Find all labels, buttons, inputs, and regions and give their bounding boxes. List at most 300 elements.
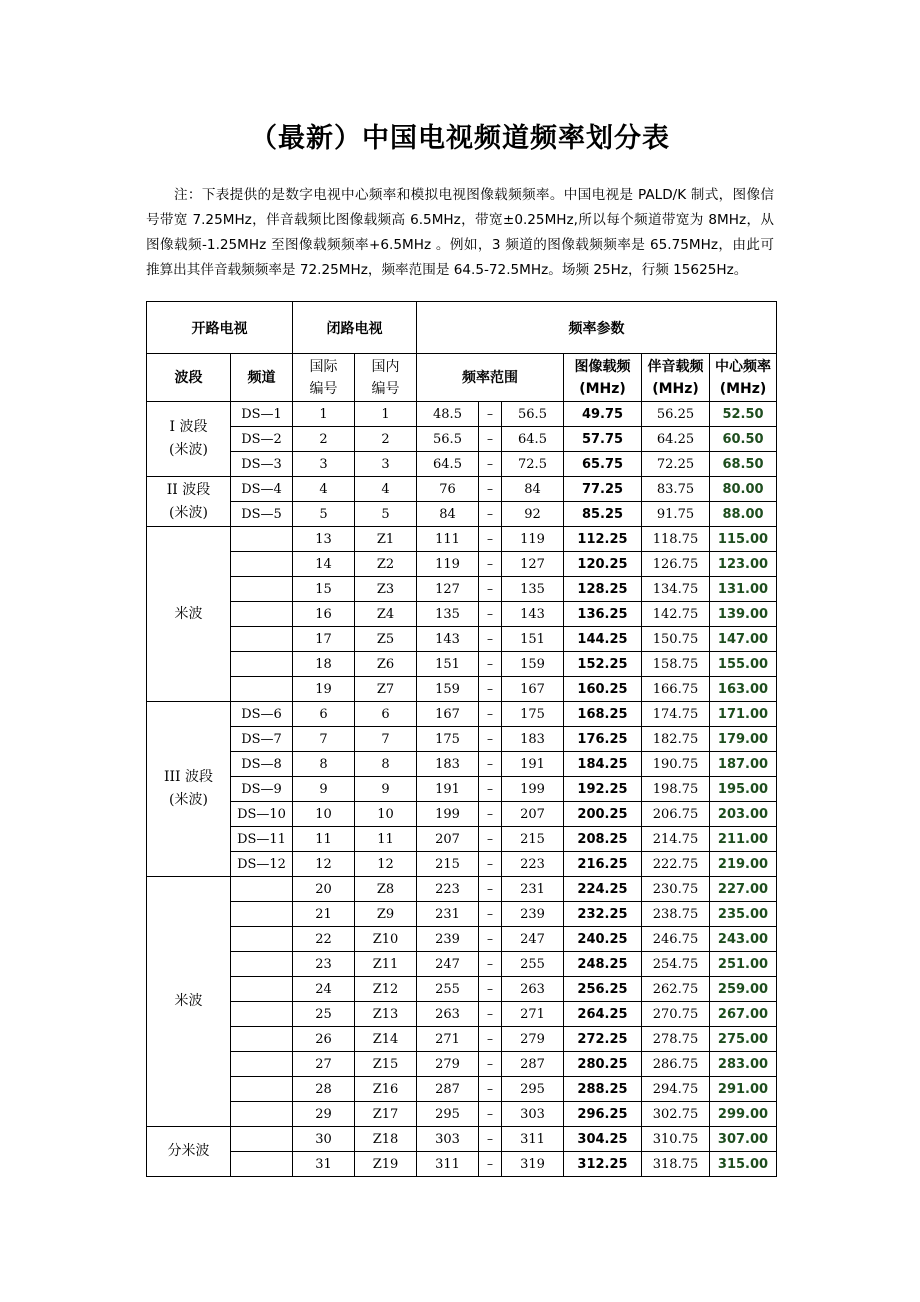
cell-snd: 254.75 [642, 952, 710, 977]
cell-snd: 302.75 [642, 1102, 710, 1127]
cell-dom: Z11 [355, 952, 417, 977]
cell-ctr: 203.00 [710, 802, 777, 827]
cell-img: 112.25 [564, 527, 642, 552]
cell-lo: 311 [417, 1152, 479, 1177]
cell-lo: 191 [417, 777, 479, 802]
table-row [147, 552, 777, 577]
cell-ch [231, 902, 293, 927]
cell-ch [231, 1152, 293, 1177]
cell-lo: 64.5 [417, 452, 479, 477]
band-cell [147, 1127, 231, 1177]
cell-hi: 135 [502, 577, 564, 602]
cell-ch [231, 652, 293, 677]
cell-ctr: 187.00 [710, 752, 777, 777]
table-row [147, 1127, 777, 1152]
cell-hi: 263 [502, 977, 564, 1002]
cell-hi: 271 [502, 1002, 564, 1027]
table-row [147, 1027, 777, 1052]
header-domestic-number [355, 354, 417, 402]
cell-dom: 6 [355, 702, 417, 727]
table-row [147, 527, 777, 552]
cell-hi: 159 [502, 652, 564, 677]
band-label: 米波 [174, 605, 203, 622]
cell-ctr: 219.00 [710, 852, 777, 877]
cell-ch: DS—7 [231, 727, 293, 752]
cell-snd: 278.75 [642, 1027, 710, 1052]
cell-img: 248.25 [564, 952, 642, 977]
cell-img: 312.25 [564, 1152, 642, 1177]
cell-snd: 294.75 [642, 1077, 710, 1102]
cell-ctr: 131.00 [710, 577, 777, 602]
header-channel: 频道 [231, 354, 293, 402]
cell-lo: 76 [417, 477, 479, 502]
cell-dom: 7 [355, 727, 417, 752]
band-label: 米波 [174, 993, 203, 1009]
page-title: （最新）中国电视频道频率划分表 [250, 123, 670, 154]
cell-lo: 199 [417, 802, 479, 827]
cell-ctr: 267.00 [710, 1002, 777, 1027]
cell-img: 232.25 [564, 902, 642, 927]
cell-snd: 214.75 [642, 827, 710, 852]
cell-img: 85.25 [564, 502, 642, 527]
cell-ch: DS—1 [231, 402, 293, 427]
cell-dom: Z14 [355, 1027, 417, 1052]
cell-hi: 239 [502, 902, 564, 927]
cell-lo: 287 [417, 1077, 479, 1102]
cell-sep: – [479, 602, 502, 627]
cell-img: 216.25 [564, 852, 642, 877]
header-image-line2: (MHz) [579, 380, 626, 397]
table-row [147, 702, 777, 727]
cell-hi: 255 [502, 952, 564, 977]
cell-img: 160.25 [564, 677, 642, 702]
cell-snd: 246.75 [642, 927, 710, 952]
cell-ctr: 123.00 [710, 552, 777, 577]
cell-img: 288.25 [564, 1077, 642, 1102]
table-row [147, 677, 777, 702]
cell-sep: – [479, 1077, 502, 1102]
cell-ch [231, 677, 293, 702]
table-row [147, 402, 777, 427]
cell-lo: 48.5 [417, 402, 479, 427]
cell-ctr: 299.00 [710, 1102, 777, 1127]
cell-ch: DS—12 [231, 852, 293, 877]
cell-img: 128.25 [564, 577, 642, 602]
band-label: 分米波 [167, 1143, 210, 1159]
cell-dom: 11 [355, 827, 417, 852]
header-image-line1: 图像载频 [574, 358, 631, 375]
band-cell [147, 527, 231, 702]
cell-lo: 135 [417, 602, 479, 627]
cell-hi: 92 [502, 502, 564, 527]
cell-ctr: 60.50 [710, 427, 777, 452]
cell-ch [231, 527, 293, 552]
cell-intl: 6 [293, 702, 355, 727]
cell-intl: 21 [293, 902, 355, 927]
cell-img: 208.25 [564, 827, 642, 852]
cell-img: 152.25 [564, 652, 642, 677]
cell-sep: – [479, 1127, 502, 1152]
cell-ctr: 251.00 [710, 952, 777, 977]
cell-lo: 167 [417, 702, 479, 727]
table-row [147, 802, 777, 827]
header-freq-params: 频率参数 [417, 302, 777, 354]
cell-dom: 9 [355, 777, 417, 802]
cell-snd: 91.75 [642, 502, 710, 527]
cell-snd: 142.75 [642, 602, 710, 627]
cell-sep: – [479, 1152, 502, 1177]
cell-intl: 10 [293, 802, 355, 827]
header-center-line2: (MHz) [719, 380, 767, 397]
cell-lo: 207 [417, 827, 479, 852]
cell-ctr: 235.00 [710, 902, 777, 927]
cell-snd: 182.75 [642, 727, 710, 752]
cell-hi: 191 [502, 752, 564, 777]
table-row [147, 827, 777, 852]
cell-hi: 223 [502, 852, 564, 877]
table-row [147, 1052, 777, 1077]
cell-sep: – [479, 877, 502, 902]
cell-snd: 83.75 [642, 477, 710, 502]
cell-lo: 279 [417, 1052, 479, 1077]
cell-snd: 206.75 [642, 802, 710, 827]
cell-sep: – [479, 1052, 502, 1077]
cell-dom: 8 [355, 752, 417, 777]
cell-lo: 183 [417, 752, 479, 777]
cell-snd: 318.75 [642, 1152, 710, 1177]
cell-intl: 18 [293, 652, 355, 677]
band-sublabel: (米波) [169, 504, 208, 521]
cell-intl: 29 [293, 1102, 355, 1127]
cell-intl: 9 [293, 777, 355, 802]
cell-intl: 23 [293, 952, 355, 977]
cell-hi: 287 [502, 1052, 564, 1077]
cell-hi: 119 [502, 527, 564, 552]
cell-dom: Z2 [355, 552, 417, 577]
cell-lo: 223 [417, 877, 479, 902]
cell-dom: Z12 [355, 977, 417, 1002]
cell-ctr: 163.00 [710, 677, 777, 702]
cell-ch: DS—6 [231, 702, 293, 727]
table-row [147, 777, 777, 802]
cell-sep: – [479, 977, 502, 1002]
cell-hi: 231 [502, 877, 564, 902]
cell-ctr: 139.00 [710, 602, 777, 627]
cell-sep: – [479, 1002, 502, 1027]
header-row-top [147, 302, 777, 354]
header-intl-line2: 编号 [309, 380, 338, 397]
cell-intl: 12 [293, 852, 355, 877]
cell-img: 176.25 [564, 727, 642, 752]
cell-sep: – [479, 477, 502, 502]
cell-snd: 230.75 [642, 877, 710, 902]
cell-img: 168.25 [564, 702, 642, 727]
cell-ch [231, 1002, 293, 1027]
table-row [147, 602, 777, 627]
cell-img: 136.25 [564, 602, 642, 627]
cell-ch: DS—5 [231, 502, 293, 527]
table-body [147, 402, 777, 1177]
header-dom-line2: 编号 [371, 380, 400, 397]
band-label: III 波段 [163, 769, 214, 785]
band-cell [147, 477, 231, 527]
cell-sep: – [479, 577, 502, 602]
cell-intl: 26 [293, 1027, 355, 1052]
table-row [147, 1102, 777, 1127]
cell-ctr: 68.50 [710, 452, 777, 477]
cell-dom: Z13 [355, 1002, 417, 1027]
cell-img: 304.25 [564, 1127, 642, 1152]
cell-sep: – [479, 452, 502, 477]
cell-lo: 84 [417, 502, 479, 527]
cell-img: 200.25 [564, 802, 642, 827]
cell-hi: 56.5 [502, 402, 564, 427]
cell-hi: 151 [502, 627, 564, 652]
cell-intl: 31 [293, 1152, 355, 1177]
cell-hi: 72.5 [502, 452, 564, 477]
cell-ch [231, 977, 293, 1002]
cell-ctr: 52.50 [710, 402, 777, 427]
cell-intl: 5 [293, 502, 355, 527]
cell-ch [231, 627, 293, 652]
cell-sep: – [479, 852, 502, 877]
intro-note [146, 183, 774, 283]
cell-snd: 310.75 [642, 1127, 710, 1152]
band-label: I 波段 [169, 419, 208, 435]
table-row [147, 1152, 777, 1177]
band-label: II 波段 [166, 481, 211, 498]
table-row [147, 927, 777, 952]
cell-intl: 3 [293, 452, 355, 477]
cell-lo: 255 [417, 977, 479, 1002]
cell-lo: 239 [417, 927, 479, 952]
cell-lo: 56.5 [417, 427, 479, 452]
cell-hi: 64.5 [502, 427, 564, 452]
cell-ctr: 147.00 [710, 627, 777, 652]
cell-snd: 222.75 [642, 852, 710, 877]
table-row [147, 577, 777, 602]
header-center-freq [710, 354, 777, 402]
cell-img: 240.25 [564, 927, 642, 952]
table-row [147, 902, 777, 927]
cell-sep: – [479, 727, 502, 752]
cell-ch [231, 877, 293, 902]
cell-ctr: 243.00 [710, 927, 777, 952]
cell-hi: 279 [502, 1027, 564, 1052]
table-row [147, 652, 777, 677]
cell-ch: DS—3 [231, 452, 293, 477]
cell-intl: 25 [293, 1002, 355, 1027]
band-cell [147, 402, 231, 477]
cell-dom: Z8 [355, 877, 417, 902]
band-cell [147, 702, 231, 877]
band-sublabel: (米波) [169, 792, 208, 808]
cell-intl: 8 [293, 752, 355, 777]
table-row [147, 977, 777, 1002]
table-row [147, 627, 777, 652]
cell-intl: 11 [293, 827, 355, 852]
cell-hi: 127 [502, 552, 564, 577]
cell-snd: 198.75 [642, 777, 710, 802]
header-intl-line1: 国际 [309, 358, 338, 375]
cell-ch: DS—9 [231, 777, 293, 802]
cell-snd: 150.75 [642, 627, 710, 652]
cell-dom: 2 [355, 427, 417, 452]
cell-ctr: 315.00 [710, 1152, 777, 1177]
cell-lo: 247 [417, 952, 479, 977]
table-row [147, 952, 777, 977]
cell-snd: 134.75 [642, 577, 710, 602]
cell-ctr: 179.00 [710, 727, 777, 752]
cell-ctr: 227.00 [710, 877, 777, 902]
cell-dom: 12 [355, 852, 417, 877]
header-sound-carrier [642, 354, 710, 402]
cell-lo: 159 [417, 677, 479, 702]
cell-snd: 56.25 [642, 402, 710, 427]
cell-ch [231, 1102, 293, 1127]
cell-dom: 1 [355, 402, 417, 427]
cell-hi: 311 [502, 1127, 564, 1152]
cell-hi: 167 [502, 677, 564, 702]
cell-ch [231, 1077, 293, 1102]
cell-ch: DS—2 [231, 427, 293, 452]
cell-ch [231, 602, 293, 627]
cell-ch [231, 1052, 293, 1077]
cell-ch [231, 552, 293, 577]
cell-lo: 295 [417, 1102, 479, 1127]
cell-img: 57.75 [564, 427, 642, 452]
cell-hi: 175 [502, 702, 564, 727]
table-row [147, 502, 777, 527]
cell-img: 49.75 [564, 402, 642, 427]
cell-sep: – [479, 702, 502, 727]
header-freq-range: 频率范围 [417, 354, 564, 402]
cell-hi: 319 [502, 1152, 564, 1177]
frequency-table [146, 301, 777, 1177]
cell-snd: 174.75 [642, 702, 710, 727]
cell-ctr: 211.00 [710, 827, 777, 852]
cell-intl: 13 [293, 527, 355, 552]
cell-intl: 1 [293, 402, 355, 427]
cell-sep: – [479, 802, 502, 827]
cell-ctr: 115.00 [710, 527, 777, 552]
cell-sep: – [479, 777, 502, 802]
cell-sep: – [479, 1027, 502, 1052]
cell-intl: 28 [293, 1077, 355, 1102]
cell-snd: 270.75 [642, 1002, 710, 1027]
table-row [147, 1077, 777, 1102]
cell-img: 120.25 [564, 552, 642, 577]
cell-hi: 199 [502, 777, 564, 802]
cell-snd: 238.75 [642, 902, 710, 927]
cell-lo: 303 [417, 1127, 479, 1152]
cell-img: 192.25 [564, 777, 642, 802]
band-sublabel: (米波) [169, 442, 208, 458]
cell-snd: 262.75 [642, 977, 710, 1002]
cell-sep: – [479, 552, 502, 577]
note-text: 注：下表提供的是数字电视中心频率和模拟电视图像载频频率。中国电视是 PALD/K 制式，图像信号带宽 7.25MHz，伴音载频比图像载频高 6.5MHz，带宽±0.25MHz,所以每个频道带宽为 8MHz，从图像载频-1.25MHz 至图像载频频率+6.5MHz 。例如，3 频道的图像载频频率是 65.75MHz，由此可推算出其伴音载频频率是 72.25MHz，频率范围是 64.5-72.5MHz。场频 25Hz，行频 15625Hz。 [146, 187, 774, 278]
cell-img: 272.25 [564, 1027, 642, 1052]
cell-lo: 111 [417, 527, 479, 552]
cell-hi: 215 [502, 827, 564, 852]
cell-ctr: 283.00 [710, 1052, 777, 1077]
header-image-carrier [564, 354, 642, 402]
cell-ch [231, 927, 293, 952]
cell-hi: 247 [502, 927, 564, 952]
cell-dom: Z3 [355, 577, 417, 602]
cell-dom: 10 [355, 802, 417, 827]
table-row [147, 852, 777, 877]
table-row [147, 477, 777, 502]
cell-sep: – [479, 402, 502, 427]
cell-hi: 303 [502, 1102, 564, 1127]
cell-dom: Z6 [355, 652, 417, 677]
cell-ctr: 291.00 [710, 1077, 777, 1102]
header-intl-number [293, 354, 355, 402]
cell-ctr: 88.00 [710, 502, 777, 527]
cell-dom: 4 [355, 477, 417, 502]
cell-intl: 16 [293, 602, 355, 627]
cell-ch: DS—4 [231, 477, 293, 502]
cell-intl: 24 [293, 977, 355, 1002]
cell-sep: – [479, 527, 502, 552]
cell-img: 256.25 [564, 977, 642, 1002]
cell-hi: 207 [502, 802, 564, 827]
header-band: 波段 [147, 354, 231, 402]
cell-sep: – [479, 427, 502, 452]
cell-hi: 183 [502, 727, 564, 752]
cell-sep: – [479, 627, 502, 652]
header-center-line1: 中心频率 [715, 358, 771, 375]
cell-img: 264.25 [564, 1002, 642, 1027]
table-row [147, 1002, 777, 1027]
cell-dom: Z1 [355, 527, 417, 552]
table-row [147, 427, 777, 452]
cell-dom: 3 [355, 452, 417, 477]
cell-intl: 27 [293, 1052, 355, 1077]
cell-intl: 14 [293, 552, 355, 577]
header-open-tv: 开路电视 [147, 302, 293, 354]
cell-ch [231, 1127, 293, 1152]
cell-lo: 271 [417, 1027, 479, 1052]
cell-lo: 231 [417, 902, 479, 927]
cell-snd: 118.75 [642, 527, 710, 552]
cell-snd: 72.25 [642, 452, 710, 477]
cell-img: 296.25 [564, 1102, 642, 1127]
cell-img: 184.25 [564, 752, 642, 777]
table-row [147, 452, 777, 477]
cell-ctr: 195.00 [710, 777, 777, 802]
cell-intl: 19 [293, 677, 355, 702]
cell-dom: Z18 [355, 1127, 417, 1152]
cell-sep: – [479, 502, 502, 527]
cell-ctr: 259.00 [710, 977, 777, 1002]
cell-ch [231, 952, 293, 977]
cell-lo: 143 [417, 627, 479, 652]
cell-hi: 143 [502, 602, 564, 627]
cell-snd: 64.25 [642, 427, 710, 452]
cell-lo: 151 [417, 652, 479, 677]
cell-img: 224.25 [564, 877, 642, 902]
cell-dom: 5 [355, 502, 417, 527]
cell-img: 65.75 [564, 452, 642, 477]
cell-sep: – [479, 902, 502, 927]
cell-sep: – [479, 927, 502, 952]
cell-lo: 119 [417, 552, 479, 577]
cell-ctr: 307.00 [710, 1127, 777, 1152]
cell-ch [231, 577, 293, 602]
cell-dom: Z16 [355, 1077, 417, 1102]
